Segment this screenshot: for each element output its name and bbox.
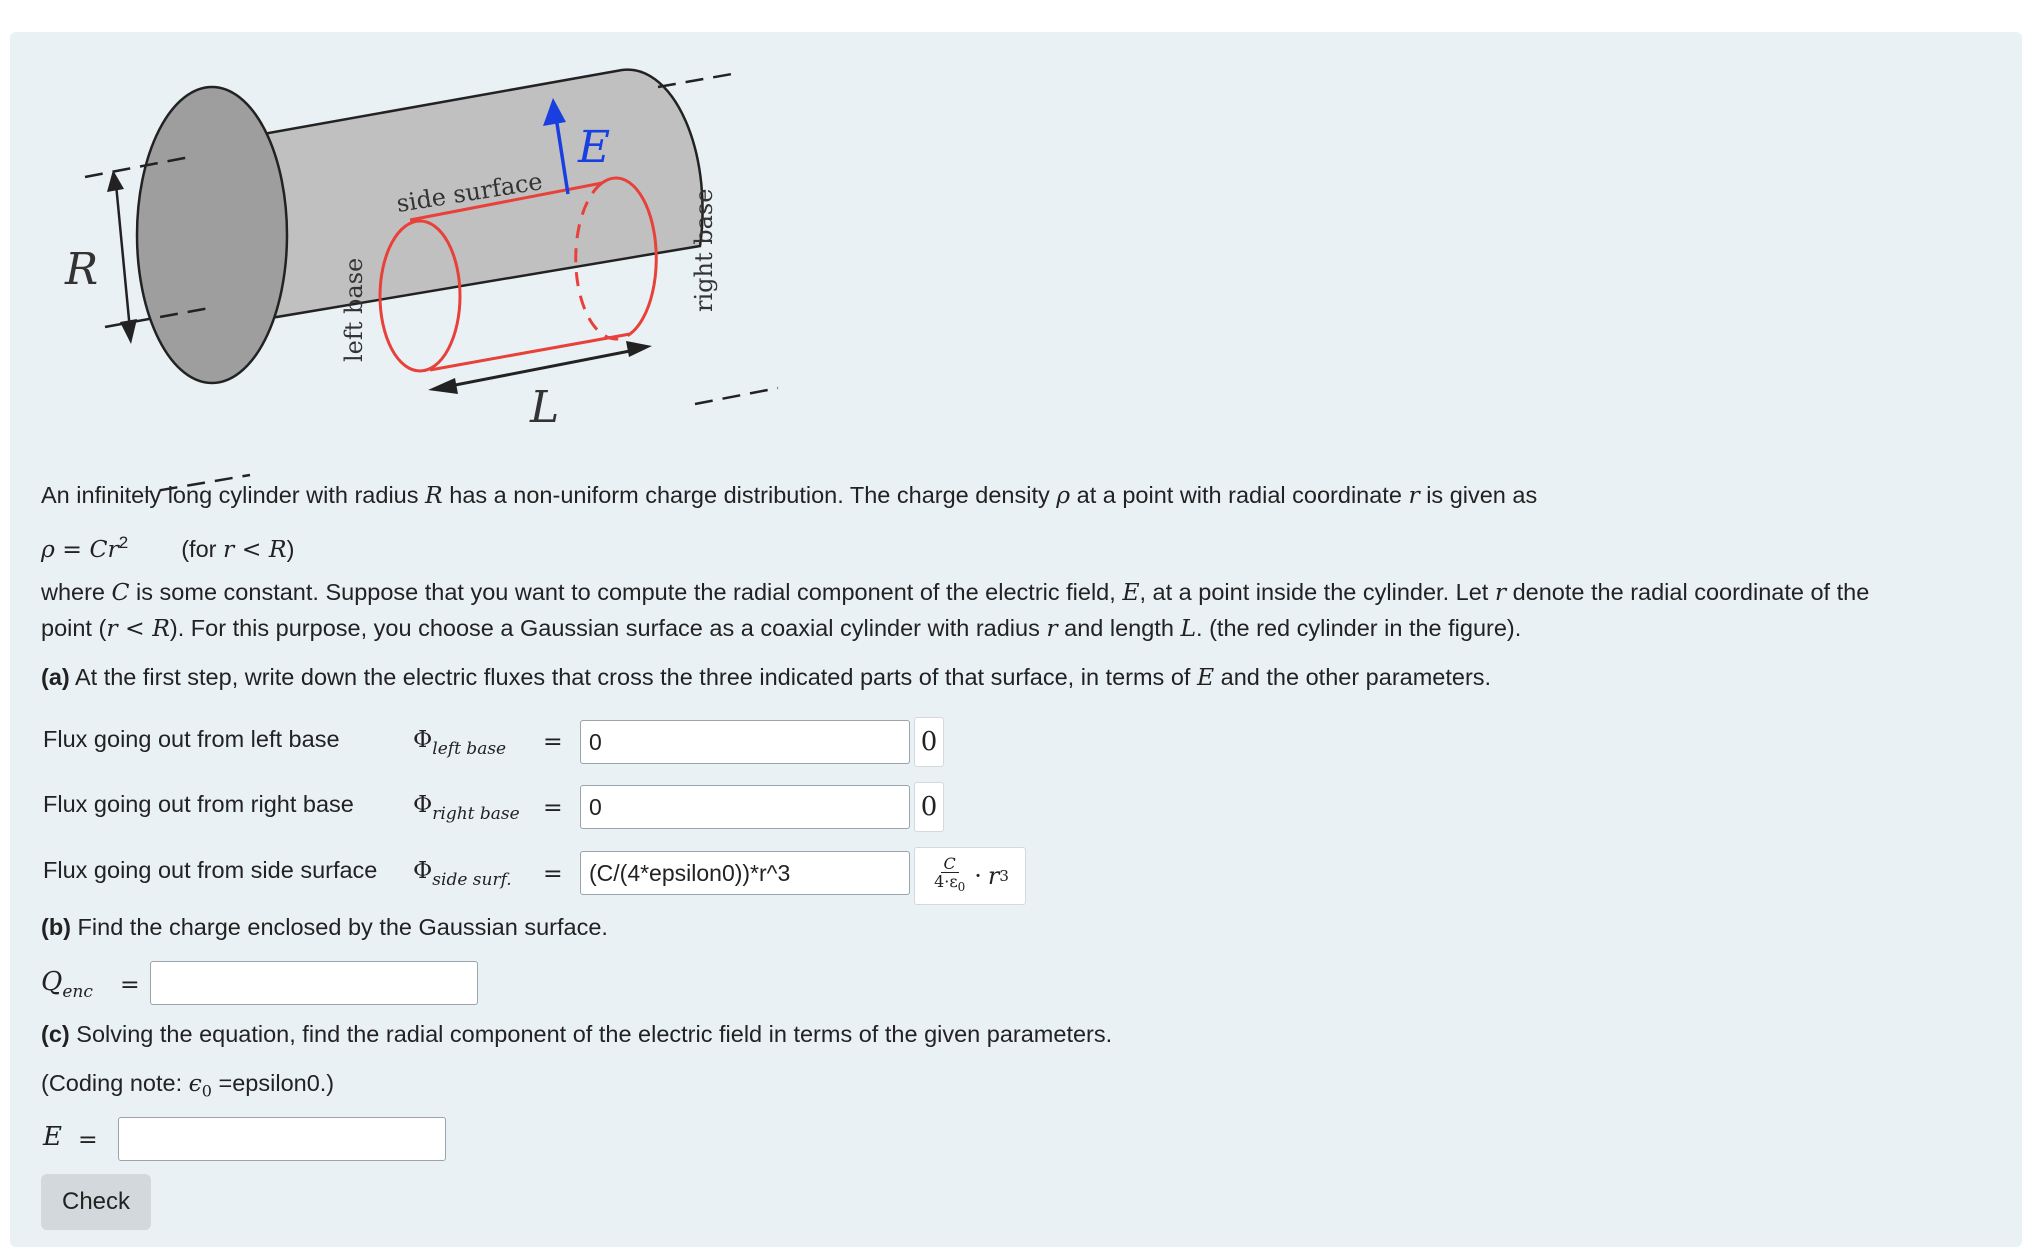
- radius-label: R: [65, 244, 99, 295]
- flux-right-symbol: $\Phi_{right base}$: [413, 790, 520, 824]
- check-button[interactable]: Check: [41, 1174, 151, 1230]
- flux-left-preview: 0: [914, 717, 944, 767]
- problem-text-line1: where C is some constant. Suppose that you want to compute the radial component of the electric field, E, at a point inside the cylinder. Let r denote the radial coordinate of the: [41, 578, 1870, 606]
- cylinder-left-face: [137, 87, 287, 383]
- part-c-text: (c) Solving the equation, find the radial component of the electric field in terms of the given parameters.: [41, 1021, 1113, 1047]
- field-label: E: [578, 122, 611, 173]
- e-field-equals: =: [78, 1125, 98, 1153]
- flux-right-label: Flux going out from right base: [43, 791, 354, 817]
- coding-note: (Coding note: $\epsilon_0$ =epsilon0.): [41, 1069, 335, 1101]
- flux-left-symbol: $\Phi_{left base}$: [413, 725, 507, 759]
- flux-side-input[interactable]: [580, 851, 910, 895]
- q-enc-input[interactable]: [150, 961, 478, 1005]
- flux-left-label: Flux going out from left base: [43, 726, 340, 752]
- question-card: [10, 32, 2022, 1247]
- side-surface-label: side surface: [394, 167, 545, 218]
- flux-side-fraction: $\frac{C}{4\cdot\varepsilon_0}$: [934, 854, 966, 895]
- flux-side-label: Flux going out from side surface: [43, 857, 378, 883]
- flux-left-input[interactable]: [580, 720, 910, 764]
- left-base-label: left base: [340, 257, 368, 362]
- flux-right-equals: =: [543, 793, 563, 821]
- flux-side-equals: =: [543, 859, 563, 887]
- part-a-text: (a) At the first step, write down the electric fluxes that cross the three indicated parts of that surface, in terms of E and the other parameters.: [41, 663, 1492, 691]
- flux-right-preview: 0: [914, 782, 944, 832]
- flux-side-preview: $\frac{C}{4\cdot\varepsilon_0}$ · r 3: [914, 847, 1026, 905]
- charge-density-formula: $\rho = Cr^2$ (for r < R): [41, 533, 295, 563]
- q-enc-equals: =: [120, 970, 140, 998]
- problem-text-line2: point (r < R). For this purpose, you choose a Gaussian surface as a coaxial cylinder with radius r and length L. (the red cylinder in the figure).: [41, 614, 1522, 642]
- part-b-text: (b) Find the charge enclosed by the Gaussian surface.: [41, 914, 608, 940]
- right-base-label: right base: [690, 188, 718, 312]
- flux-side-symbol: $\Phi_{side surf.}$: [413, 856, 512, 890]
- flux-left-equals: =: [543, 727, 563, 755]
- length-label: L: [530, 382, 560, 433]
- q-enc-symbol: $Q_{enc}$: [41, 967, 93, 1002]
- e-field-input[interactable]: [118, 1117, 446, 1161]
- cylinder-figure: [50, 52, 810, 492]
- flux-right-input[interactable]: [580, 785, 910, 829]
- e-field-symbol: E: [43, 1122, 62, 1152]
- intro-text: An infinitely long cylinder with radius R has a non-uniform charge distribution. The charge density ρ at a point with radial coordinate r is given as: [41, 481, 1538, 509]
